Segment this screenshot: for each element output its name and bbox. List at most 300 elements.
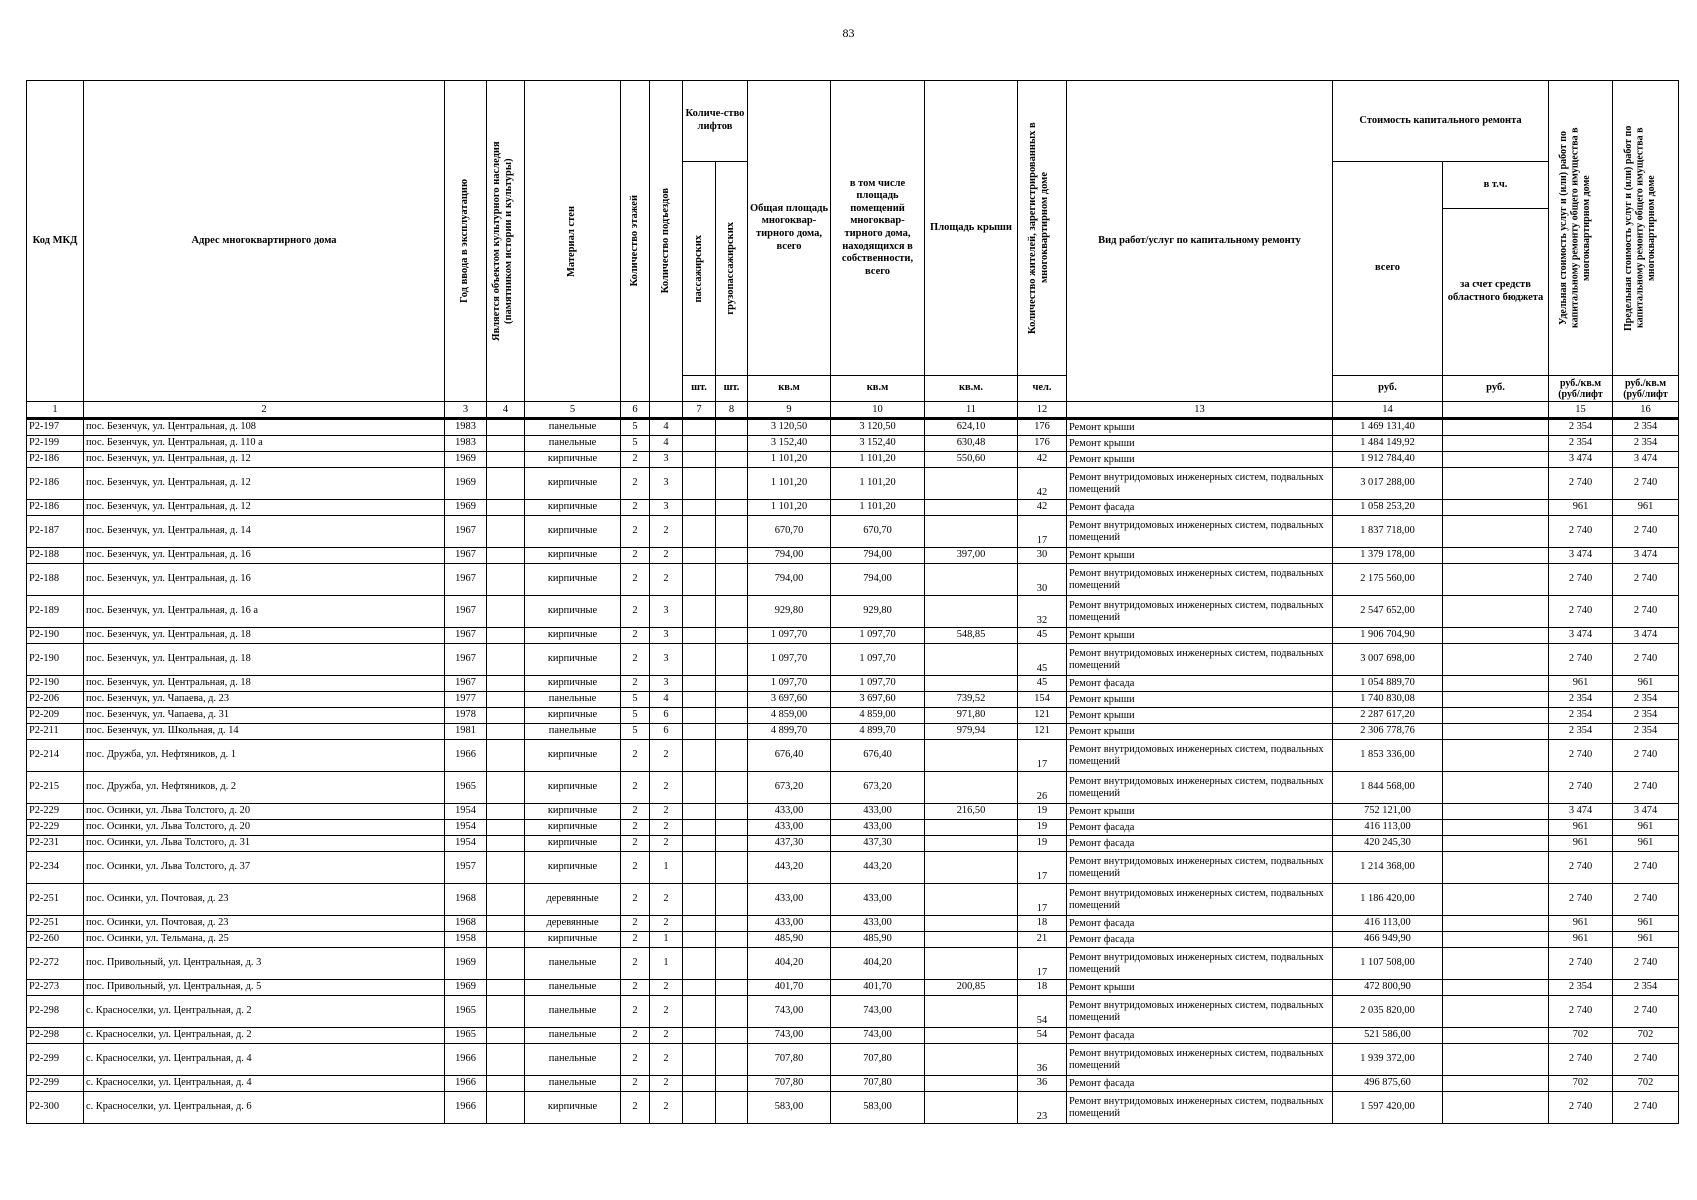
cell-cost-regional <box>1443 804 1549 820</box>
cell-cost-regional <box>1443 644 1549 676</box>
cell-cost: 1 740 830,08 <box>1333 692 1443 708</box>
cell-lifts-pass <box>683 804 716 820</box>
column-number: 3 <box>445 402 487 419</box>
cell-cost-regional <box>1443 564 1549 596</box>
cell-floors: 2 <box>621 676 650 692</box>
cell-roof-area <box>925 820 1018 836</box>
cell-entrances: 1 <box>650 932 683 948</box>
cell-address: пос. Безенчук, ул. Центральная, д. 16 <box>84 564 445 596</box>
cell-wall: кирпичные <box>525 500 621 516</box>
cell-limit-cost: 2 740 <box>1613 1044 1679 1076</box>
cell-wall: кирпичные <box>525 452 621 468</box>
cell-address: пос. Безенчук, ул. Центральная, д. 18 <box>84 628 445 644</box>
cell-unit-cost: 2 740 <box>1549 1092 1613 1124</box>
cell-limit-cost: 2 740 <box>1613 852 1679 884</box>
header-wall-cell <box>525 81 621 402</box>
cell-total-area: 743,00 <box>748 996 831 1028</box>
cell-lifts-cargo <box>716 1092 748 1124</box>
unit-rub-1: руб. <box>1333 376 1443 402</box>
cell-wall: кирпичные <box>525 644 621 676</box>
cell-limit-cost: 2 740 <box>1613 564 1679 596</box>
cell-floors: 2 <box>621 884 650 916</box>
cell-unit-cost: 961 <box>1549 500 1613 516</box>
cell-roof-area <box>925 996 1018 1028</box>
cell-floors: 2 <box>621 852 650 884</box>
cell-cost: 1 107 508,00 <box>1333 948 1443 980</box>
cell-cost: 521 586,00 <box>1333 1028 1443 1044</box>
cell-address: пос. Безенчук, ул. Центральная, д. 18 <box>84 644 445 676</box>
cell-unit-cost: 2 740 <box>1549 948 1613 980</box>
cell-residents: 17 <box>1018 948 1067 980</box>
cell-residents: 42 <box>1018 468 1067 500</box>
cell-cost-regional <box>1443 500 1549 516</box>
cell-year: 1969 <box>445 948 487 980</box>
cell-lifts-cargo <box>716 820 748 836</box>
cell-work-type: Ремонт внутридомовых инженерных систем, подвальных помещений <box>1067 772 1333 804</box>
cell-floors: 5 <box>621 708 650 724</box>
cell-owned-area: 4 859,00 <box>831 708 925 724</box>
table-row <box>27 692 1679 708</box>
cell-total-area: 433,00 <box>748 804 831 820</box>
cell-cost-regional <box>1443 628 1549 644</box>
cell-unit-cost: 961 <box>1549 820 1613 836</box>
cell-entrances: 6 <box>650 724 683 740</box>
cell-work-type: Ремонт внутридомовых инженерных систем, подвальных помещений <box>1067 852 1333 884</box>
cell-work-type: Ремонт внутридомовых инженерных систем, подвальных помещений <box>1067 996 1333 1028</box>
cell-address: пос. Привольный, ул. Центральная, д. 5 <box>84 980 445 996</box>
unit-sqm-1: кв.м <box>748 376 831 402</box>
cell-address: пос. Осинки, ул. Льва Толстого, д. 20 <box>84 804 445 820</box>
cell-residents: 154 <box>1018 692 1067 708</box>
cell-lifts-cargo <box>716 1044 748 1076</box>
cell-heritage <box>487 852 525 884</box>
cell-heritage <box>487 564 525 596</box>
cell-lifts-pass <box>683 708 716 724</box>
cell-address: пос. Осинки, ул. Льва Толстого, д. 31 <box>84 836 445 852</box>
cell-work-type: Ремонт внутридомовых инженерных систем, подвальных помещений <box>1067 596 1333 628</box>
cell-lifts-pass <box>683 980 716 996</box>
column-number: 15 <box>1549 402 1613 419</box>
cell-lifts-cargo <box>716 804 748 820</box>
cell-owned-area: 404,20 <box>831 948 925 980</box>
cell-cost-regional <box>1443 708 1549 724</box>
cell-lifts-cargo <box>716 500 748 516</box>
cell-cost: 1 058 253,20 <box>1333 500 1443 516</box>
cell-limit-cost: 2 740 <box>1613 996 1679 1028</box>
cell-year: 1968 <box>445 916 487 932</box>
cell-unit-cost: 2 354 <box>1549 436 1613 452</box>
cell-lifts-pass <box>683 468 716 500</box>
cell-address: пос. Безенчук, ул. Центральная, д. 12 <box>84 500 445 516</box>
cell-year: 1966 <box>445 1044 487 1076</box>
cell-cost-regional <box>1443 772 1549 804</box>
header-heritage-cell <box>487 81 525 402</box>
cell-roof-area: 200,85 <box>925 980 1018 996</box>
cell-unit-cost: 961 <box>1549 836 1613 852</box>
cell-roof-area: 550,60 <box>925 452 1018 468</box>
cell-work-type: Ремонт фасада <box>1067 932 1333 948</box>
cell-unit-cost: 3 474 <box>1549 628 1613 644</box>
cell-unit-cost: 2 740 <box>1549 596 1613 628</box>
cell-entrances: 3 <box>650 676 683 692</box>
cell-code: Р2-215 <box>27 772 84 804</box>
header-lifts-pass: пассажирских <box>692 234 704 303</box>
cell-total-area: 3 120,50 <box>748 419 831 436</box>
cell-floors: 5 <box>621 724 650 740</box>
cell-limit-cost: 2 740 <box>1613 740 1679 772</box>
cell-roof-area <box>925 500 1018 516</box>
cell-year: 1969 <box>445 468 487 500</box>
cell-work-type: Ремонт фасада <box>1067 500 1333 516</box>
unit-per-1: руб./кв.м (руб/лифт <box>1549 376 1613 402</box>
cell-heritage <box>487 708 525 724</box>
cell-code: Р2-188 <box>27 564 84 596</box>
cell-entrances: 2 <box>650 1028 683 1044</box>
cell-cost: 466 949,90 <box>1333 932 1443 948</box>
header-unit-cost: Удельная стоимость услуг и (или) работ по капитальному ремонту общего имущества в многоквартирном доме <box>1557 127 1592 329</box>
cell-floors: 2 <box>621 628 650 644</box>
cell-lifts-pass <box>683 548 716 564</box>
cell-wall: кирпичные <box>525 836 621 852</box>
cell-roof-area <box>925 772 1018 804</box>
cell-heritage <box>487 820 525 836</box>
cell-heritage <box>487 692 525 708</box>
cell-wall: кирпичные <box>525 804 621 820</box>
cell-entrances: 2 <box>650 980 683 996</box>
cell-lifts-cargo <box>716 516 748 548</box>
cell-cost-regional <box>1443 516 1549 548</box>
cell-wall: кирпичные <box>525 564 621 596</box>
cell-limit-cost: 961 <box>1613 932 1679 948</box>
column-number: 6 <box>621 402 650 419</box>
cell-cost-regional <box>1443 996 1549 1028</box>
cell-owned-area: 1 101,20 <box>831 468 925 500</box>
column-number: 1 <box>27 402 84 419</box>
cell-unit-cost: 2 740 <box>1549 564 1613 596</box>
cell-residents: 18 <box>1018 916 1067 932</box>
column-number: 13 <box>1067 402 1333 419</box>
cell-total-area: 583,00 <box>748 1092 831 1124</box>
cell-work-type: Ремонт крыши <box>1067 452 1333 468</box>
column-number: 12 <box>1018 402 1067 419</box>
cell-floors: 2 <box>621 916 650 932</box>
table-row <box>27 980 1679 996</box>
cell-entrances: 3 <box>650 452 683 468</box>
cell-unit-cost: 2 354 <box>1549 724 1613 740</box>
cell-residents: 30 <box>1018 564 1067 596</box>
cell-lifts-cargo <box>716 692 748 708</box>
table-row <box>27 884 1679 916</box>
cell-address: пос. Безенчук, ул. Центральная, д. 16 а <box>84 596 445 628</box>
cell-floors: 2 <box>621 516 650 548</box>
cell-unit-cost: 2 740 <box>1549 1044 1613 1076</box>
cell-address: пос. Осинки, ул. Почтовая, д. 23 <box>84 916 445 932</box>
cell-residents: 54 <box>1018 996 1067 1028</box>
header-work-type: Вид работ/услуг по капитальному ремонту <box>1067 81 1333 402</box>
cell-residents: 45 <box>1018 644 1067 676</box>
cell-cost: 416 113,00 <box>1333 916 1443 932</box>
cell-entrances: 2 <box>650 772 683 804</box>
cell-lifts-cargo <box>716 884 748 916</box>
unit-people: чел. <box>1018 376 1067 402</box>
column-number <box>1443 402 1549 419</box>
cell-total-area: 676,40 <box>748 740 831 772</box>
page-number: 83 <box>842 26 855 40</box>
cell-unit-cost: 2 740 <box>1549 852 1613 884</box>
cell-work-type: Ремонт фасада <box>1067 836 1333 852</box>
unit-pcs-1: шт. <box>683 376 716 402</box>
cell-total-area: 401,70 <box>748 980 831 996</box>
cell-lifts-pass <box>683 1028 716 1044</box>
cell-work-type: Ремонт внутридомовых инженерных систем, подвальных помещений <box>1067 884 1333 916</box>
cell-code: Р2-260 <box>27 932 84 948</box>
cell-total-area: 3 697,60 <box>748 692 831 708</box>
cell-limit-cost: 961 <box>1613 676 1679 692</box>
cell-roof-area <box>925 740 1018 772</box>
cell-residents: 18 <box>1018 980 1067 996</box>
column-number: 7 <box>683 402 716 419</box>
cell-code: Р2-272 <box>27 948 84 980</box>
cell-owned-area: 3 120,50 <box>831 419 925 436</box>
cell-cost: 1 939 372,00 <box>1333 1044 1443 1076</box>
cell-year: 1954 <box>445 820 487 836</box>
table-row <box>27 724 1679 740</box>
cell-code: Р2-251 <box>27 884 84 916</box>
cell-roof-area <box>925 516 1018 548</box>
cell-floors: 2 <box>621 948 650 980</box>
cell-code: Р2-214 <box>27 740 84 772</box>
cell-total-area: 443,20 <box>748 852 831 884</box>
cell-lifts-cargo <box>716 468 748 500</box>
cell-owned-area: 743,00 <box>831 1028 925 1044</box>
cell-cost-regional <box>1443 452 1549 468</box>
header-cost-group: Стоимость капитального ремонта <box>1333 81 1549 162</box>
cell-year: 1967 <box>445 596 487 628</box>
cell-cost: 1 906 704,90 <box>1333 628 1443 644</box>
cell-total-area: 1 101,20 <box>748 452 831 468</box>
cell-total-area: 670,70 <box>748 516 831 548</box>
cell-residents: 17 <box>1018 852 1067 884</box>
cell-floors: 2 <box>621 644 650 676</box>
cell-address: пос. Безенчук, ул. Школьная, д. 14 <box>84 724 445 740</box>
unit-sqm-3: кв.м. <box>925 376 1018 402</box>
cell-roof-area: 216,50 <box>925 804 1018 820</box>
header-year-cell <box>445 81 487 402</box>
cell-lifts-pass <box>683 996 716 1028</box>
table-row <box>27 564 1679 596</box>
cell-residents: 121 <box>1018 724 1067 740</box>
cell-work-type: Ремонт крыши <box>1067 628 1333 644</box>
header-residents: Количество жителей, зарегистрированных в многоквартирном доме <box>1027 122 1051 334</box>
cell-lifts-cargo <box>716 644 748 676</box>
cell-unit-cost: 961 <box>1549 676 1613 692</box>
cell-work-type: Ремонт крыши <box>1067 980 1333 996</box>
cell-address: пос. Дружба, ул. Нефтяников, д. 2 <box>84 772 445 804</box>
cell-lifts-pass <box>683 724 716 740</box>
cell-year: 1966 <box>445 740 487 772</box>
cell-year: 1969 <box>445 500 487 516</box>
cell-wall: кирпичные <box>525 548 621 564</box>
cell-roof-area <box>925 1092 1018 1124</box>
cell-roof-area: 630,48 <box>925 436 1018 452</box>
header-floors-cell <box>621 81 650 402</box>
cell-unit-cost: 2 740 <box>1549 740 1613 772</box>
unit-sqm-2: кв.м <box>831 376 925 402</box>
cell-residents: 54 <box>1018 1028 1067 1044</box>
header-lifts-pass-cell <box>683 162 716 376</box>
table-row <box>27 1092 1679 1124</box>
cell-wall: панельные <box>525 1076 621 1092</box>
cell-limit-cost: 2 740 <box>1613 772 1679 804</box>
cell-lifts-cargo <box>716 948 748 980</box>
cell-code: Р2-299 <box>27 1044 84 1076</box>
cell-cost-regional <box>1443 916 1549 932</box>
cell-lifts-pass <box>683 772 716 804</box>
cell-limit-cost: 2 354 <box>1613 436 1679 452</box>
cell-work-type: Ремонт фасада <box>1067 1076 1333 1092</box>
cell-year: 1958 <box>445 932 487 948</box>
cell-floors: 2 <box>621 1028 650 1044</box>
cell-work-type: Ремонт внутридомовых инженерных систем, подвальных помещений <box>1067 516 1333 548</box>
cell-owned-area: 1 097,70 <box>831 676 925 692</box>
cell-floors: 2 <box>621 564 650 596</box>
table-row <box>27 628 1679 644</box>
cell-unit-cost: 3 474 <box>1549 804 1613 820</box>
cell-year: 1983 <box>445 436 487 452</box>
cell-limit-cost: 2 740 <box>1613 516 1679 548</box>
cell-floors: 2 <box>621 1044 650 1076</box>
cell-limit-cost: 702 <box>1613 1076 1679 1092</box>
cell-code: Р2-298 <box>27 996 84 1028</box>
cell-cost: 1 186 420,00 <box>1333 884 1443 916</box>
cell-roof-area <box>925 948 1018 980</box>
table-row <box>27 419 1679 436</box>
cell-lifts-cargo <box>716 548 748 564</box>
cell-year: 1954 <box>445 836 487 852</box>
table-row <box>27 436 1679 452</box>
cell-year: 1967 <box>445 548 487 564</box>
cell-unit-cost: 702 <box>1549 1076 1613 1092</box>
cell-wall: кирпичные <box>525 852 621 884</box>
cell-work-type: Ремонт внутридомовых инженерных систем, подвальных помещений <box>1067 740 1333 772</box>
cell-lifts-cargo <box>716 564 748 596</box>
cell-lifts-cargo <box>716 436 748 452</box>
cell-roof-area <box>925 884 1018 916</box>
cell-code: Р2-229 <box>27 820 84 836</box>
cell-floors: 2 <box>621 980 650 996</box>
cell-residents: 121 <box>1018 708 1067 724</box>
cell-entrances: 2 <box>650 740 683 772</box>
cell-lifts-cargo <box>716 916 748 932</box>
cell-heritage <box>487 740 525 772</box>
cell-work-type: Ремонт фасада <box>1067 676 1333 692</box>
cell-cost-regional <box>1443 1028 1549 1044</box>
table-row <box>27 468 1679 500</box>
cell-lifts-cargo <box>716 1076 748 1092</box>
cell-entrances: 2 <box>650 548 683 564</box>
cell-cost: 752 121,00 <box>1333 804 1443 820</box>
cell-lifts-pass <box>683 1044 716 1076</box>
cell-cost-regional <box>1443 884 1549 916</box>
header-entrances: Количество подъездов <box>659 188 671 294</box>
header-owned-area: в том числе площадь помещений многоквар-тирного дома, находящихся в собственности, всего <box>831 81 925 376</box>
cell-total-area: 1 097,70 <box>748 644 831 676</box>
cell-total-area: 485,90 <box>748 932 831 948</box>
cell-code: Р2-197 <box>27 419 84 436</box>
cell-entrances: 2 <box>650 836 683 852</box>
cell-unit-cost: 2 740 <box>1549 516 1613 548</box>
cell-wall: кирпичные <box>525 468 621 500</box>
cell-code: Р2-189 <box>27 596 84 628</box>
cell-entrances: 2 <box>650 804 683 820</box>
cell-cost: 1 853 336,00 <box>1333 740 1443 772</box>
cell-wall: кирпичные <box>525 772 621 804</box>
cell-code: Р2-300 <box>27 1092 84 1124</box>
cell-total-area: 1 097,70 <box>748 628 831 644</box>
cell-code: Р2-234 <box>27 852 84 884</box>
cell-owned-area: 929,80 <box>831 596 925 628</box>
cell-work-type: Ремонт фасада <box>1067 820 1333 836</box>
header-address: Адрес многоквартирного дома <box>84 81 445 402</box>
cell-work-type: Ремонт крыши <box>1067 548 1333 564</box>
cell-floors: 2 <box>621 772 650 804</box>
cell-work-type: Ремонт внутридомовых инженерных систем, подвальных помещений <box>1067 644 1333 676</box>
cell-total-area: 4 859,00 <box>748 708 831 724</box>
cell-limit-cost: 702 <box>1613 1028 1679 1044</box>
cell-roof-area: 979,94 <box>925 724 1018 740</box>
table-row <box>27 500 1679 516</box>
cell-code: Р2-190 <box>27 644 84 676</box>
cell-entrances: 1 <box>650 948 683 980</box>
cell-code: Р2-186 <box>27 468 84 500</box>
cell-wall: панельные <box>525 419 621 436</box>
cell-wall: деревянные <box>525 884 621 916</box>
cell-cost: 3 007 698,00 <box>1333 644 1443 676</box>
cell-owned-area: 485,90 <box>831 932 925 948</box>
cell-code: Р2-251 <box>27 916 84 932</box>
cell-floors: 2 <box>621 468 650 500</box>
cell-owned-area: 707,80 <box>831 1044 925 1076</box>
cell-heritage <box>487 516 525 548</box>
cell-year: 1968 <box>445 884 487 916</box>
table-row <box>27 1076 1679 1092</box>
cell-work-type: Ремонт внутридомовых инженерных систем, подвальных помещений <box>1067 1092 1333 1124</box>
cell-total-area: 1 101,20 <box>748 468 831 500</box>
table-row <box>27 1044 1679 1076</box>
capital-repair-table <box>26 80 1679 1124</box>
cell-lifts-cargo <box>716 628 748 644</box>
cell-total-area: 3 152,40 <box>748 436 831 452</box>
cell-total-area: 794,00 <box>748 564 831 596</box>
cell-limit-cost: 2 740 <box>1613 596 1679 628</box>
cell-heritage <box>487 996 525 1028</box>
table-row <box>27 644 1679 676</box>
cell-code: Р2-188 <box>27 548 84 564</box>
unit-per-2: руб./кв.м (руб/лифт <box>1613 376 1679 402</box>
cell-limit-cost: 2 740 <box>1613 644 1679 676</box>
cell-year: 1966 <box>445 1092 487 1124</box>
cell-wall: кирпичные <box>525 708 621 724</box>
header-limit-cost-cell <box>1613 81 1679 376</box>
cell-cost: 416 113,00 <box>1333 820 1443 836</box>
cell-code: Р2-273 <box>27 980 84 996</box>
cell-lifts-pass <box>683 436 716 452</box>
cell-owned-area: 743,00 <box>831 996 925 1028</box>
cell-cost-regional <box>1443 419 1549 436</box>
column-number: 10 <box>831 402 925 419</box>
cell-cost: 1 484 149,92 <box>1333 436 1443 452</box>
cell-heritage <box>487 772 525 804</box>
